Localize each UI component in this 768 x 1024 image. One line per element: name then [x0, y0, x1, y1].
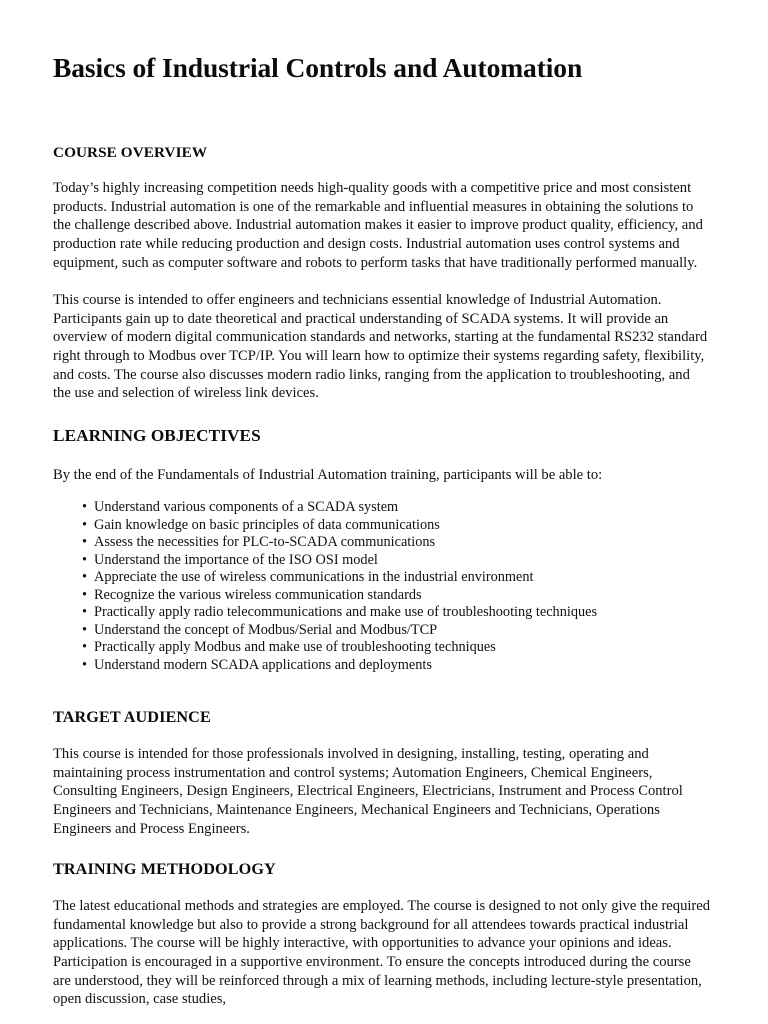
list-item — [53, 657, 711, 675]
section-heading-course-overview: COURSE OVERVIEW — [53, 143, 208, 161]
bullet-icon: • — [82, 516, 88, 533]
list-item — [53, 604, 711, 622]
list-item — [53, 622, 711, 640]
bullet-icon: • — [82, 569, 88, 586]
section-heading-target-audience: TARGET AUDIENCE — [53, 708, 211, 727]
learning-objectives-list — [53, 484, 711, 674]
learning-objectives-lead: By the end of the Fundamentals of Industrial Automation training, participants will be able to: — [53, 466, 603, 483]
list-item-label: Practically apply Modbus and make use of troubleshooting techniques — [94, 639, 496, 656]
section-heading-training-methodology: TRAINING METHODOLOGY — [53, 860, 276, 879]
list-item — [53, 499, 711, 517]
bullet-icon: • — [82, 534, 88, 551]
bullet-icon: • — [82, 656, 88, 673]
list-item-label: Understand the concept of Modbus/Serial and Modbus/TCP — [94, 621, 438, 638]
list-item — [53, 534, 711, 552]
bullet-icon: • — [82, 499, 88, 516]
target-audience-paragraph-1: This course is intended for those professionals involved in designing, installing, testing, operating and maintaining process instrumentation and control systems; Automation Engineers, Chemical Engineers, Consulting Engineers, Design Engineers, Electrical Engineers, Electricians, Instrument and Process Control Engineers and Technicians, Maintenance Engineers, Mechanical Engineers and Technicians, Operations Engineers and Process Engineers. — [53, 745, 683, 837]
list-item-label: Gain knowledge on basic principles of data communications — [94, 516, 440, 533]
bullet-icon: • — [82, 621, 88, 638]
bullet-icon: • — [82, 604, 88, 621]
training-methodology-paragraph-1: The latest educational methods and strategies are employed. The course is designed to not only give the required fundamental knowledge but also to provide a strong background for all attendees towards practical industrial applications. The course will be highly interactive, with opportunities to advance your opinions and ideas. Participation is encouraged in a supportive environment. To ensure the concepts introduced during the course are understood, they will be reinforced through a mix of learning methods, including lecture-style presentation, open discussion, case studies, — [53, 897, 711, 1008]
list-item — [53, 552, 711, 570]
document-content — [53, 0, 711, 1009]
list-item-label: Recognize the various wireless communication standards — [94, 586, 422, 603]
list-item — [53, 639, 711, 657]
list-item-label: Appreciate the use of wireless communications in the industrial environment — [94, 569, 534, 586]
bullet-icon: • — [82, 639, 88, 656]
list-item-label: Practically apply radio telecommunications and make use of troubleshooting techniques — [94, 604, 598, 621]
list-item-label: Understand various components of a SCADA system — [94, 499, 399, 516]
page-title: Basics of Industrial Controls and Automation — [53, 52, 583, 83]
bullet-icon: • — [82, 551, 88, 568]
bullet-icon: • — [82, 586, 88, 603]
list-item — [53, 569, 711, 587]
list-item-label: Understand the importance of the ISO OSI model — [94, 551, 378, 568]
course-overview-paragraph-1: Today’s highly increasing competition needs high-quality goods with a competitive price and most consistent products. Industrial automation is one of the remarkable and influential measures in obtaining the solutions to the challenge described above. Industrial automation makes it easier to improve product quality, efficiency, and production rate while reducing production and design costs. Industrial automation uses control systems and equipment, such as computer software and robots to perform tasks that have traditionally performed manually. — [53, 179, 703, 271]
section-heading-learning-objectives: LEARNING OBJECTIVES — [53, 426, 261, 446]
course-overview-paragraph-2: This course is intended to offer engineers and technicians essential knowledge of Industrial Automation. Participants gain up to date theoretical and practical understanding of SCADA systems. It will provide an overview of modern digital communication standards and networks, starting at the fundamental RS232 standard right through to Modbus over TCP/IP. You will learn how to optimize their systems regarding safety, flexibility, and costs. The course also discusses modern radio links, ranging from the application to troubleshooting, and the use and selection of wireless link devices. — [53, 291, 708, 402]
list-item — [53, 517, 711, 535]
list-item — [53, 587, 711, 605]
list-item-label: Understand modern SCADA applications and deployments — [94, 656, 432, 673]
list-item-label: Assess the necessities for PLC-to-SCADA communications — [94, 534, 436, 551]
